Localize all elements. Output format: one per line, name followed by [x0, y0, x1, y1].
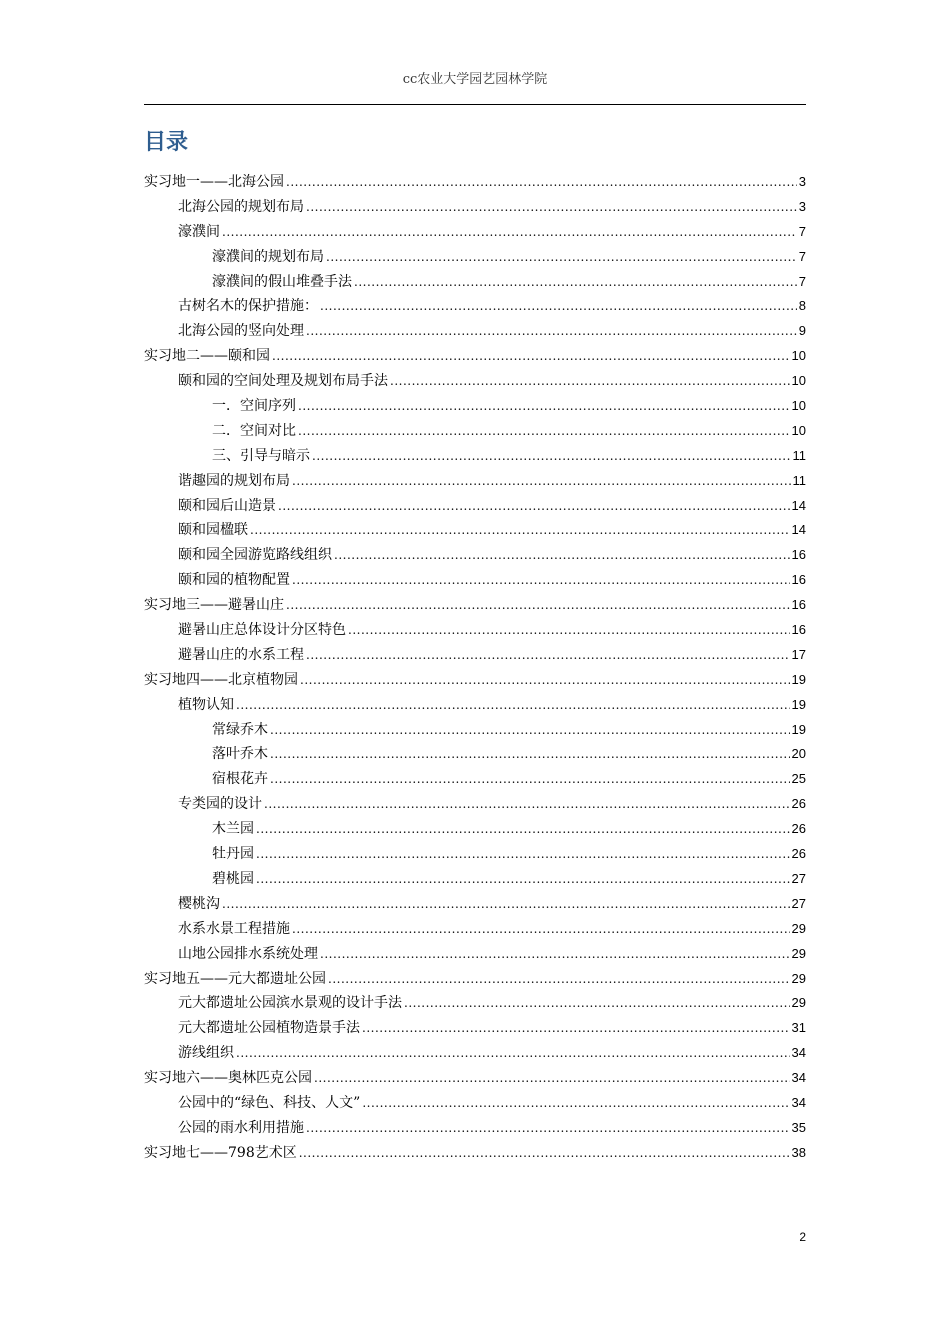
toc-entry-page: 20 — [791, 746, 806, 762]
toc-entry-page: 34 — [791, 1094, 806, 1110]
toc-dot-leader — [236, 693, 790, 718]
toc-entry[interactable] — [144, 319, 806, 344]
toc-dot-leader — [306, 643, 790, 668]
toc-entry[interactable] — [144, 419, 806, 444]
toc-dot-leader — [362, 1016, 790, 1041]
toc-entry[interactable] — [144, 270, 806, 295]
toc-entry-label: 颐和园的植物配置 — [178, 572, 290, 589]
toc-entry-label: 三、引导与暗示 — [212, 447, 310, 464]
toc-entry-label: 北海公园的规划布局 — [178, 198, 304, 215]
toc-entry[interactable] — [144, 1116, 806, 1141]
toc-entry[interactable] — [144, 693, 806, 718]
toc-entry-page: 3 — [798, 174, 806, 189]
toc-entry-page: 16 — [791, 597, 806, 613]
toc-dot-leader — [292, 469, 791, 494]
toc-dot-leader — [362, 1091, 789, 1116]
toc-dot-leader — [270, 742, 790, 767]
toc-entry[interactable] — [144, 170, 806, 195]
toc-entry-label: 碧桃园 — [212, 870, 254, 887]
toc-entry[interactable] — [144, 220, 806, 245]
toc-dot-leader — [286, 170, 797, 195]
toc-entry[interactable] — [144, 892, 806, 917]
toc-entry-label: 常绿乔木 — [212, 721, 268, 738]
toc-entry-page: 26 — [791, 846, 806, 862]
toc-entry[interactable] — [144, 593, 806, 618]
toc-entry-page: 34 — [791, 1070, 806, 1086]
toc-dot-leader — [250, 518, 790, 543]
toc-entry-label: 避暑山庄的水系工程 — [178, 646, 304, 663]
toc-dot-leader — [256, 817, 790, 842]
toc-dot-leader — [354, 270, 797, 295]
toc-entry-page: 19 — [791, 671, 806, 687]
toc-dot-leader — [292, 917, 790, 942]
toc-entry-page: 10 — [791, 398, 806, 414]
toc-entry-page: 25 — [791, 771, 806, 787]
toc-entry[interactable] — [144, 1016, 806, 1041]
toc-entry-page: 29 — [791, 945, 806, 961]
toc-entry[interactable] — [144, 817, 806, 842]
toc-entry[interactable] — [144, 494, 806, 519]
toc-entry-label: 樱桃沟 — [178, 895, 220, 912]
toc-entry-label: 北海公园的竖向处理 — [178, 323, 304, 340]
toc-dot-leader — [334, 543, 790, 568]
toc-dot-leader — [299, 1141, 790, 1166]
toc-entry-label: 植物认知 — [178, 696, 234, 713]
toc-entry[interactable] — [144, 1041, 806, 1066]
toc-dot-leader — [256, 842, 790, 867]
toc-dot-leader — [270, 718, 790, 743]
toc-entry-label: 实习地一——北海公园 — [144, 174, 284, 190]
toc-entry-label: 一．空间序列 — [212, 398, 296, 415]
toc-dot-leader — [272, 344, 790, 369]
table-of-contents — [144, 170, 806, 1166]
toc-entry[interactable] — [144, 394, 806, 419]
toc-entry-label: 牡丹园 — [212, 846, 254, 863]
toc-entry[interactable] — [144, 518, 806, 543]
toc-entry-label: 实习地三——避暑山庄 — [144, 597, 284, 614]
toc-entry[interactable] — [144, 618, 806, 643]
toc-dot-leader — [320, 294, 797, 319]
toc-entry-label: 谐趣园的规划布局 — [178, 472, 290, 489]
toc-entry-page: 11 — [792, 447, 806, 463]
toc-entry-page: 14 — [791, 522, 806, 538]
toc-entry-page: 34 — [791, 1045, 806, 1061]
toc-entry[interactable] — [144, 543, 806, 568]
toc-entry-page: 10 — [791, 422, 806, 438]
toc-entry-label: 颐和园楹联 — [178, 522, 248, 539]
toc-entry-label: 实习地五——元大都遗址公园 — [144, 970, 326, 987]
toc-entry[interactable] — [144, 195, 806, 220]
toc-entry-page: 11 — [792, 472, 806, 488]
toc-entry-label: 宿根花卉 — [212, 771, 268, 788]
toc-dot-leader — [320, 942, 790, 967]
toc-entry-label: 濠濮间的假山堆叠手法 — [212, 273, 352, 290]
toc-entry-label: 元大都遗址公园植物造景手法 — [178, 1020, 360, 1037]
toc-entry-page: 8 — [798, 298, 806, 314]
toc-dot-leader — [404, 991, 790, 1016]
toc-entry-page: 29 — [791, 970, 806, 986]
toc-entry-label: 落叶乔木 — [212, 746, 268, 763]
toc-entry-label: 颐和园后山造景 — [178, 497, 276, 514]
toc-entry-page: 7 — [798, 223, 806, 239]
toc-entry-label: 游线组织 — [178, 1045, 234, 1062]
toc-entry-page: 38 — [791, 1144, 806, 1160]
toc-entry-page: 17 — [791, 646, 806, 662]
toc-dot-leader — [222, 892, 790, 917]
toc-entry-label: 实习地六——奥林匹克公园 — [144, 1070, 312, 1087]
toc-entry-label: 避暑山庄总体设计分区特色 — [178, 622, 346, 639]
toc-dot-leader — [256, 867, 790, 892]
toc-entry-page: 29 — [791, 995, 806, 1011]
toc-entry[interactable] — [144, 842, 806, 867]
toc-entry-page: 9 — [798, 323, 806, 339]
toc-entry-label: 元大都遗址公园滨水景观的设计手法 — [178, 995, 402, 1012]
toc-entry-page: 3 — [798, 198, 806, 214]
header-divider — [144, 104, 806, 105]
toc-dot-leader — [306, 195, 797, 220]
toc-entry-page: 26 — [791, 796, 806, 812]
toc-entry-label: 实习地七——798艺术区 — [144, 1144, 297, 1161]
toc-entry-page: 16 — [791, 622, 806, 638]
toc-dot-leader — [298, 394, 790, 419]
toc-entry-page: 7 — [798, 248, 806, 264]
toc-entry[interactable] — [144, 668, 806, 693]
toc-entry[interactable] — [144, 1141, 806, 1166]
toc-entry-page: 29 — [791, 920, 806, 936]
toc-dot-leader — [312, 444, 791, 469]
toc-entry-label: 山地公园排水系统处理 — [178, 945, 318, 962]
toc-entry[interactable] — [144, 991, 806, 1016]
toc-entry[interactable] — [144, 568, 806, 593]
toc-entry[interactable] — [144, 767, 806, 792]
toc-entry-label: 濠濮间 — [178, 223, 220, 240]
toc-entry-page: 19 — [791, 696, 806, 712]
toc-entry-label: 颐和园全园游览路线组织 — [178, 547, 332, 564]
toc-entry-page: 10 — [791, 373, 806, 389]
toc-entry[interactable] — [144, 942, 806, 967]
toc-entry[interactable] — [144, 294, 806, 319]
toc-entry[interactable] — [144, 469, 806, 494]
toc-dot-leader — [326, 245, 797, 270]
toc-entry-page: 7 — [798, 273, 806, 289]
toc-entry[interactable] — [144, 245, 806, 270]
toc-entry[interactable] — [144, 369, 806, 394]
page-number: 2 — [799, 1230, 806, 1244]
toc-entry-label: 专类园的设计 — [178, 796, 262, 813]
toc-entry-page: 27 — [791, 895, 806, 911]
toc-dot-leader — [298, 419, 790, 444]
toc-entry-label: 颐和园的空间处理及规划布局手法 — [178, 373, 388, 390]
toc-entry-label: 二．空间对比 — [212, 422, 296, 439]
toc-entry[interactable] — [144, 967, 806, 992]
toc-entry-label: 水系水景工程措施 — [178, 920, 290, 937]
toc-entry[interactable] — [144, 792, 806, 817]
toc-entry[interactable] — [144, 643, 806, 668]
toc-dot-leader — [300, 668, 790, 693]
toc-entry[interactable] — [144, 917, 806, 942]
toc-entry-page: 16 — [791, 547, 806, 563]
toc-dot-leader — [390, 369, 790, 394]
toc-dot-leader — [314, 1066, 790, 1091]
toc-entry-label: 古树名木的保护措施： — [178, 298, 318, 315]
toc-entry-page: 35 — [791, 1119, 806, 1135]
toc-entry[interactable] — [144, 742, 806, 767]
toc-entry-page: 31 — [791, 1020, 806, 1036]
toc-entry[interactable] — [144, 1091, 806, 1116]
toc-dot-leader — [264, 792, 790, 817]
toc-entry-page: 26 — [791, 821, 806, 837]
toc-entry-page: 27 — [791, 870, 806, 886]
toc-entry-label: 公园的雨水利用措施 — [178, 1119, 304, 1136]
toc-dot-leader — [236, 1041, 790, 1066]
toc-entry-page: 14 — [791, 497, 806, 513]
toc-entry[interactable] — [144, 1066, 806, 1091]
toc-entry-label: 濠濮间的规划布局 — [212, 248, 324, 265]
page-header: cc农业大学园艺园林学院 — [402, 72, 548, 87]
toc-entry-label: 公园中的“绿色、科技、人文” — [178, 1094, 361, 1111]
toc-entry-page: 10 — [791, 348, 806, 364]
toc-entry-label: 实习地四——北京植物园 — [144, 671, 298, 688]
toc-entry-label: 实习地二——颐和园 — [144, 348, 270, 365]
toc-dot-leader — [286, 593, 790, 618]
toc-dot-leader — [278, 494, 790, 519]
toc-dot-leader — [306, 1116, 790, 1141]
toc-dot-leader — [270, 767, 790, 792]
toc-dot-leader — [292, 568, 790, 593]
toc-entry[interactable] — [144, 718, 806, 743]
toc-entry[interactable] — [144, 444, 806, 469]
toc-entry-page: 16 — [791, 572, 806, 588]
toc-entry[interactable] — [144, 344, 806, 369]
toc-entry-label: 木兰园 — [212, 821, 254, 838]
toc-entry-page: 19 — [791, 721, 806, 737]
toc-dot-leader — [328, 967, 790, 992]
toc-dot-leader — [306, 319, 797, 344]
toc-title: 目录 — [144, 130, 189, 155]
toc-dot-leader — [222, 220, 797, 245]
toc-entry[interactable] — [144, 867, 806, 892]
toc-dot-leader — [348, 618, 790, 643]
